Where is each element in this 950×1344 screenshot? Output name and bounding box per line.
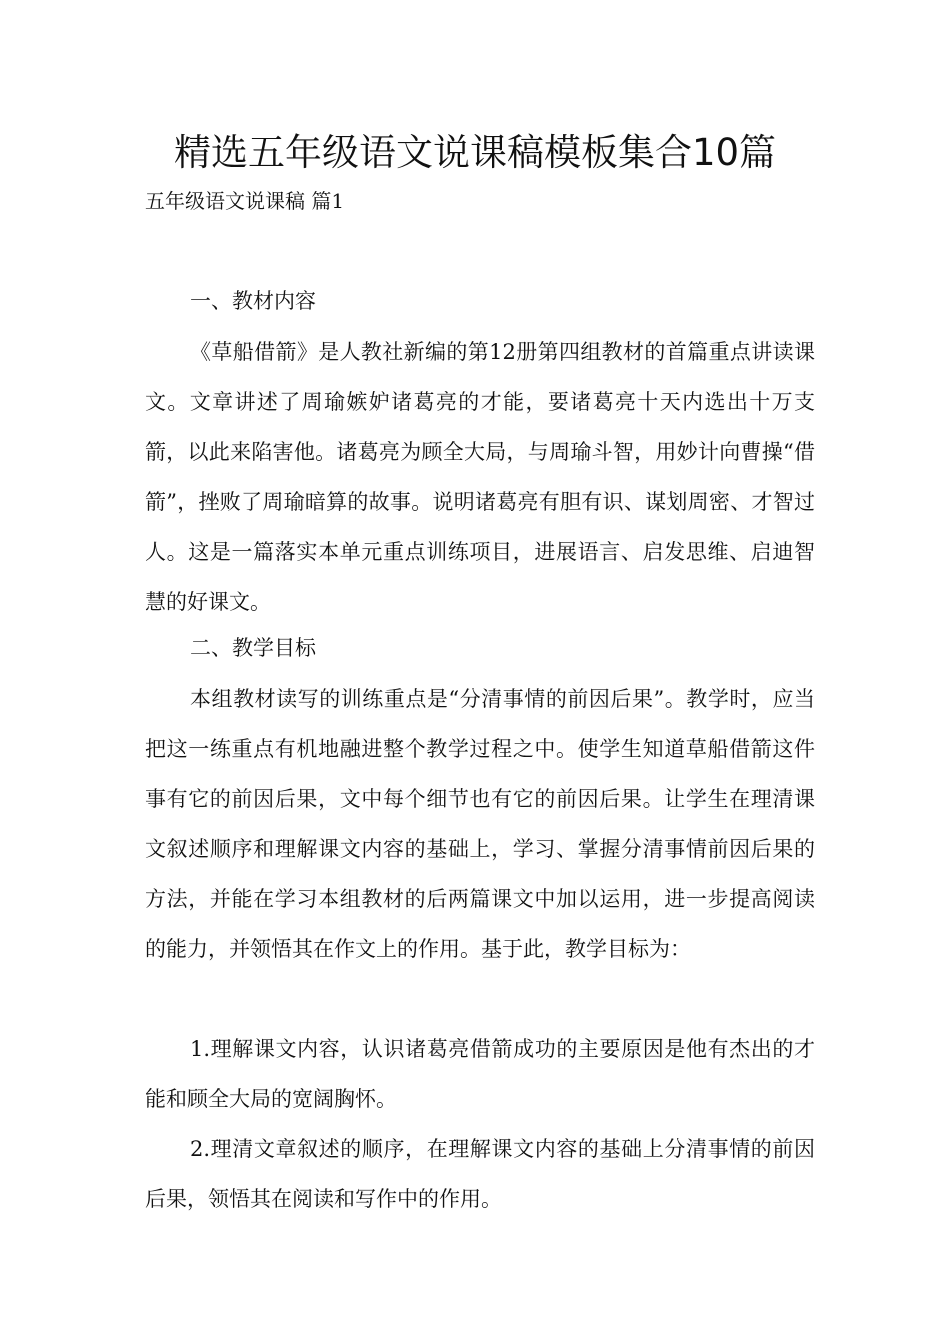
section-heading-teaching-material: 一、教材内容	[190, 289, 316, 313]
document-title: 精选五年级语文说课稿模板集合10篇	[173, 131, 777, 174]
goal-item-1: 1.理解课文内容，认识诸葛亮借箭成功的主要原因是他有杰出的才能和顾全大局的宽阔胸怀。	[145, 1037, 815, 1111]
section-heading-teaching-goals: 二、教学目标	[190, 636, 316, 660]
goal-item-2: 2.理清文章叙述的顺序，在理解课文内容的基础上分清事情的前因后果，领悟其在阅读和写作中的作用。	[145, 1137, 815, 1211]
document-subtitle: 五年级语文说课稿 篇1	[145, 189, 345, 213]
paragraph-teaching-goals: 本组教材读写的训练重点是“分清事情的前因后果”。教学时，应当把这一练重点有机地融进整个教学过程之中。使学生知道草船借箭这件事有它的前因后果，文中每个细节也有它的前因后果。让学生在理清课文叙述顺序和理解课文内容的基础上，学习、掌握分清事情前因后果的方法，并能在学习本组教材的后两篇课文中加以运用，进一步提高阅读的能力，并领悟其在作文上的作用。基于此，教学目标为：	[145, 687, 815, 961]
paragraph-teaching-material: 《草船借箭》是人教社新编的第12册第四组教材的首篇重点讲读课文。文章讲述了周瑜嫉妒诸葛亮的才能，要诸葛亮十天内选出十万支箭，以此来陷害他。诸葛亮为顾全大局，与周瑜斗智，用妙计向曹操“借箭”，挫败了周瑜暗算的故事。说明诸葛亮有胆有识、谋划周密、才智过人。这是一篇落实本单元重点训练项目，进展语言、启发思维、启迪智慧的好课文。	[145, 340, 815, 614]
